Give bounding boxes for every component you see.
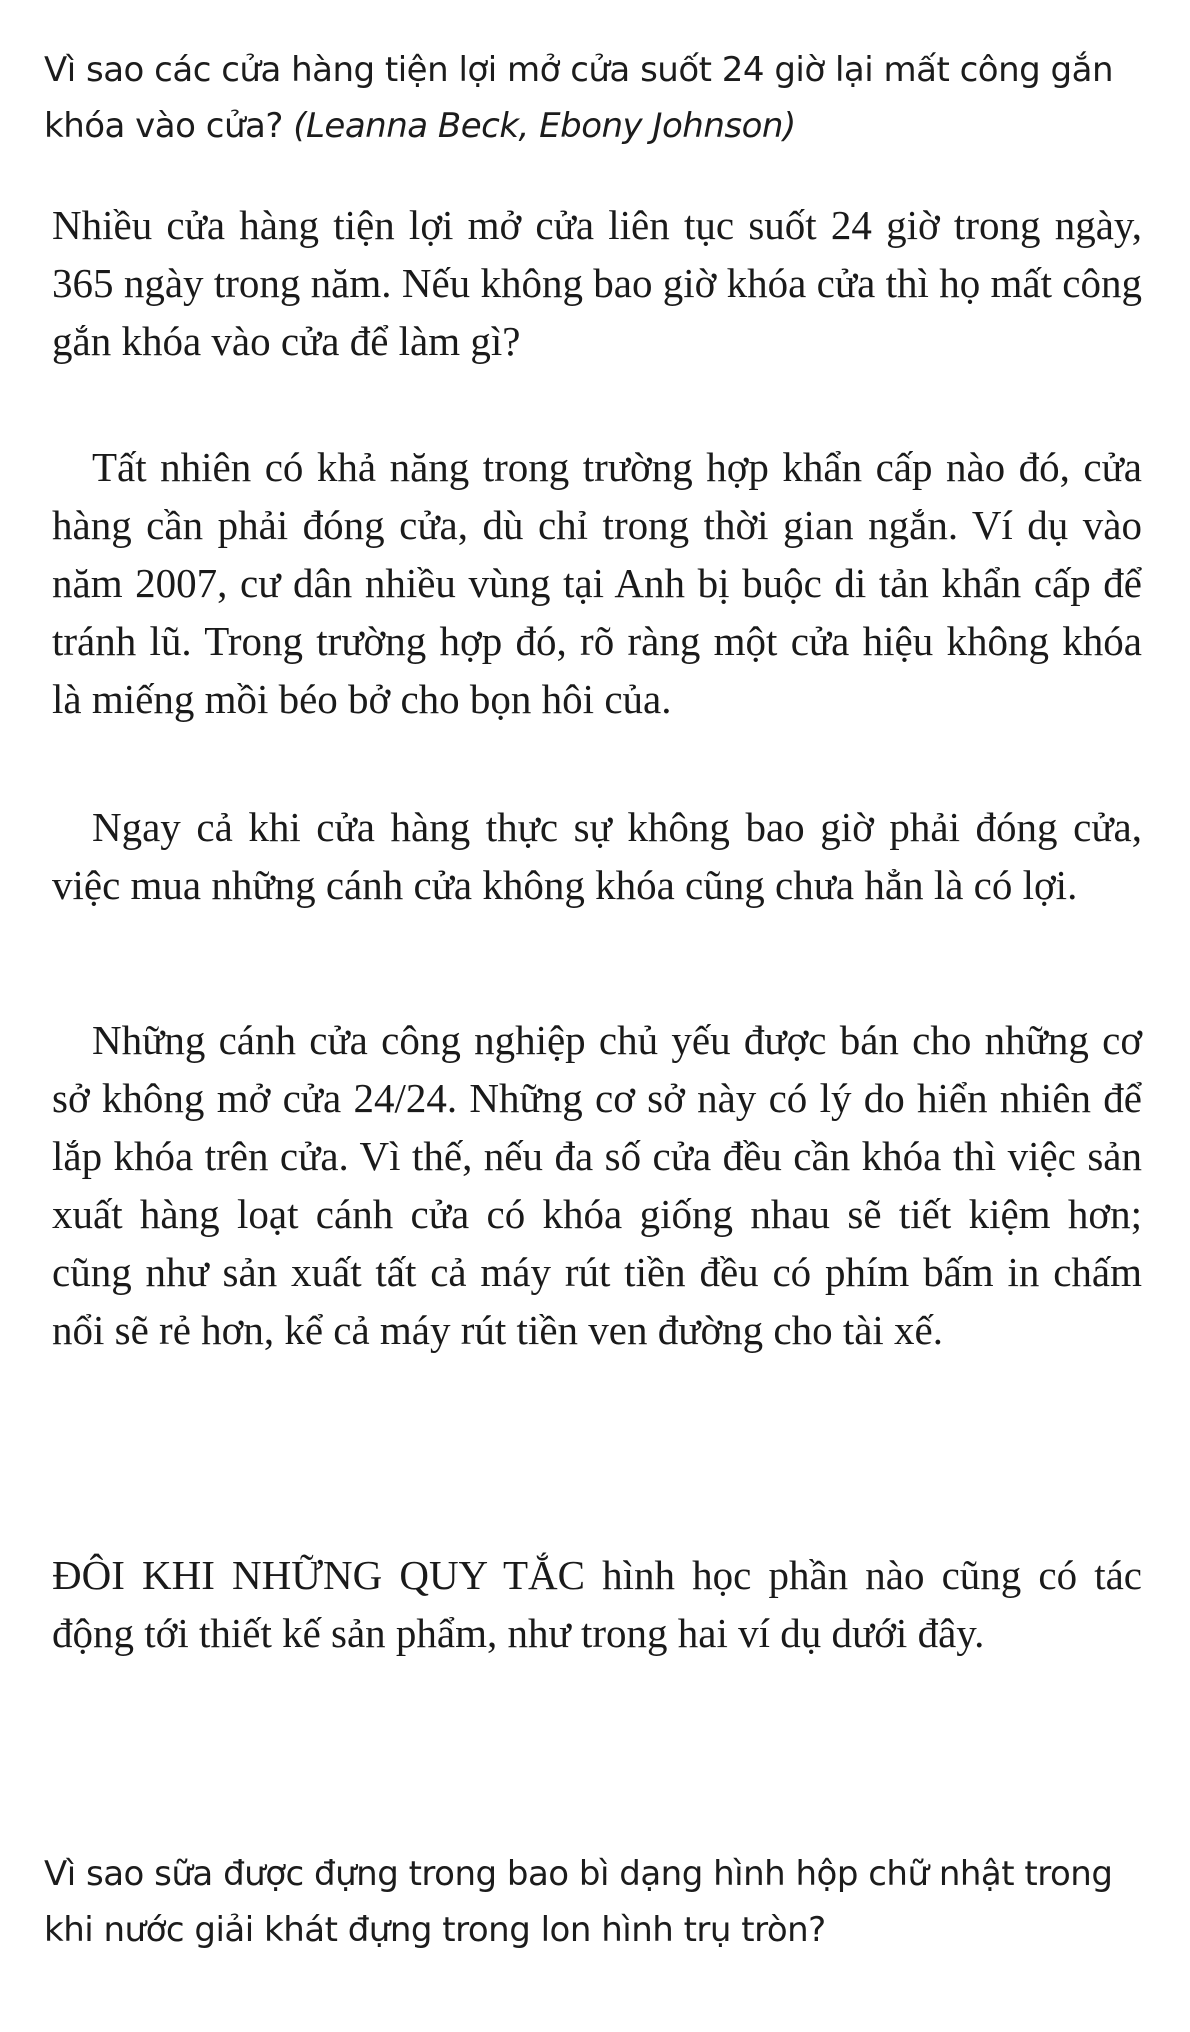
paragraph bbox=[52, 438, 1142, 728]
paragraph bbox=[52, 196, 1142, 370]
paragraph-text: ĐÔI KHI NHỮNG QUY TẮC hình học phần nào cũng có tác động tới thiết kế sản phẩm, như trong hai ví dụ dưới đây. bbox=[52, 1552, 1142, 1656]
section-intro-paragraph bbox=[52, 1546, 1142, 1662]
paragraph-text: Nhiều cửa hàng tiện lợi mở cửa liên tục suốt 24 giờ trong ngày, 365 ngày trong năm. Nếu không bao giờ khóa cửa thì họ mất công gắn khóa vào cửa để làm gì? bbox=[52, 202, 1142, 364]
question-heading bbox=[44, 42, 1144, 154]
paragraph-text: Ngay cả khi cửa hàng thực sự không bao giờ phải đóng cửa, việc mua những cánh cửa không khóa cũng chưa hẳn là có lợi. bbox=[52, 804, 1142, 908]
paragraph-text: Những cánh cửa công nghiệp chủ yếu được bán cho những cơ sở không mở cửa 24/24. Những cơ sở này có lý do hiển nhiên để lắp khóa trên cửa. Vì thế, nếu đa số cửa đều cần khóa thì việc sản xuất hàng loạt cánh cửa có khóa giống nhau sẽ tiết kiệm hơn; cũng như sản xuất tất cả máy rút tiền đều có phím bấm in chấm nổi sẽ rẻ hơn, kể cả máy rút tiền ven đường cho tài xế. bbox=[52, 1017, 1142, 1353]
question-author: (Leanna Beck, Ebony Johnson) bbox=[293, 106, 796, 146]
paragraph bbox=[52, 798, 1142, 914]
paragraph bbox=[52, 1011, 1142, 1359]
paragraph-text: Tất nhiên có khả năng trong trường hợp khẩn cấp nào đó, cửa hàng cần phải đóng cửa, dù chỉ trong thời gian ngắn. Ví dụ vào năm 2007, cư dân nhiều vùng tại Anh bị buộc di tản khẩn cấp để tránh lũ. Trong trường hợp đó, rõ ràng một cửa hiệu không khóa là miếng mồi béo bở cho bọn hôi của. bbox=[52, 444, 1142, 722]
question-text: Vì sao các cửa hàng tiện lợi mở cửa suốt 24 giờ lại mất công gắn khóa vào cửa? bbox=[44, 50, 1114, 146]
question-heading bbox=[44, 1846, 1144, 1958]
question-text: Vì sao sữa được đựng trong bao bì dạng hình hộp chữ nhật trong khi nước giải khát đựng trong lon hình trụ tròn? bbox=[44, 1854, 1113, 1950]
